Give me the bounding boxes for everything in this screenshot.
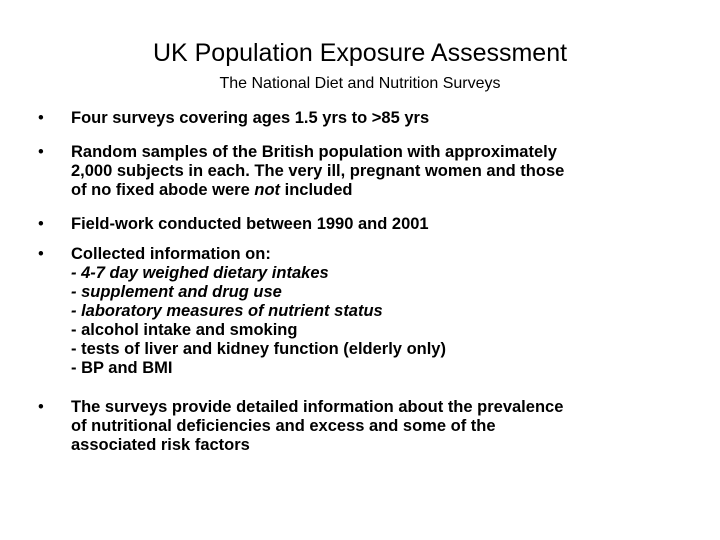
- emphasis-not: not: [254, 181, 281, 199]
- bullet-item-survey-value: [38, 398, 688, 455]
- sub-item: - alcohol intake and smoking: [71, 321, 298, 339]
- bullet-text-segment: included: [280, 181, 353, 199]
- slide-subtitle: The National Diet and Nutrition Surveys: [219, 75, 501, 92]
- bullet-list: [38, 109, 688, 470]
- sub-item: - BP and BMI: [71, 359, 173, 377]
- bullet-item-fieldwork: [38, 215, 688, 234]
- bullet-dot-icon: •: [38, 398, 44, 416]
- slide-title: UK Population Exposure Assessment: [152, 39, 568, 67]
- bullet-text: Four surveys covering ages 1.5 yrs to >85 yrs: [71, 109, 430, 127]
- bullet-dot-icon: •: [38, 109, 44, 127]
- sub-item: - laboratory measures of nutrient status: [71, 302, 383, 320]
- sub-item: - tests of liver and kidney function (elderly only): [71, 340, 446, 358]
- bullet-heading: Collected information on:: [71, 245, 271, 263]
- bullet-dot-icon: •: [38, 215, 44, 233]
- bullet-dot-icon: •: [38, 143, 44, 161]
- bullet-text-line: Random samples of the British population with approximately: [71, 143, 557, 161]
- bullet-text-line: 2,000 subjects in each. The very ill, pregnant women and those: [71, 162, 565, 180]
- sub-item: - 4-7 day weighed dietary intakes: [71, 264, 329, 282]
- bullet-text-segment: of no fixed abode were: [71, 181, 255, 199]
- bullet-text: Field-work conducted between 1990 and 2001: [71, 215, 429, 233]
- bullet-text-line: associated risk factors: [71, 436, 250, 454]
- bullet-text-line: [71, 181, 688, 200]
- bullet-text-line: The surveys provide detailed information about the prevalence: [71, 398, 564, 416]
- bullet-item-collected-information: [38, 245, 688, 378]
- sub-item: - supplement and drug use: [71, 283, 282, 301]
- bullet-item-age-range: [38, 109, 688, 128]
- bullet-text-line: of nutritional deficiencies and excess and some of the: [71, 417, 496, 435]
- bullet-dot-icon: •: [38, 245, 44, 263]
- bullet-item-random-samples: [38, 143, 688, 200]
